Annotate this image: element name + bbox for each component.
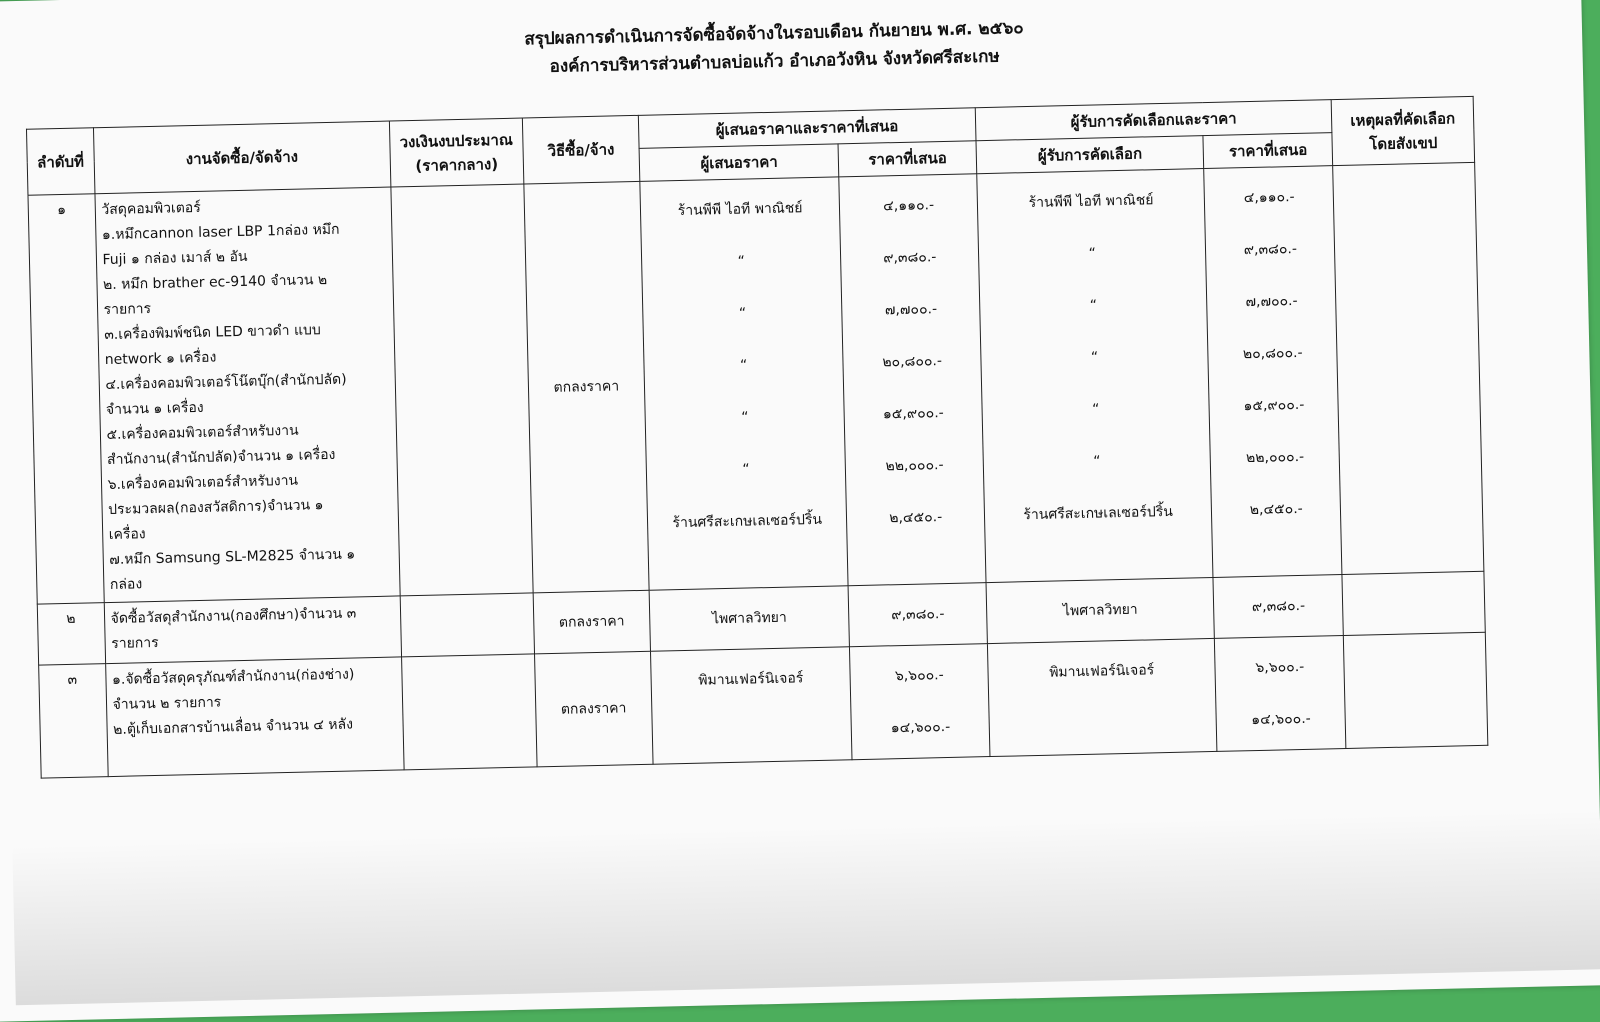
row-number: ๒: [37, 603, 105, 665]
bid-prices-cell: [839, 174, 986, 586]
bidder-name: “: [741, 409, 749, 426]
header-no: ลำดับที่: [26, 128, 94, 195]
item-line: สำนักงาน(สำนักปลัด)จำนวน ๑ เครื่อง: [106, 446, 336, 469]
selected-prices-cell: [1215, 636, 1346, 752]
bidder-name: พิมานเฟอร์นิเจอร์: [698, 670, 804, 689]
selected-name: ร้านพีพี ไอที พาณิชย์: [1028, 192, 1154, 212]
selected-price: ๑๔,๖๐๐.-: [1251, 710, 1311, 729]
bidder-name: ร้านพีพี ไอที พาณิชย์: [677, 200, 803, 220]
item-line: รายการ: [103, 300, 152, 319]
bid-price: ๒๐,๘๐๐.-: [882, 353, 943, 371]
method-cell: ตกลงราคา: [534, 651, 652, 767]
selected-prices-cell: [1204, 166, 1342, 578]
table-body: [28, 162, 1488, 778]
selected-name: “: [1089, 297, 1098, 314]
budget-cell: [400, 593, 534, 657]
method-cell: ตกลงราคา: [524, 181, 649, 593]
item-line: ๒.ตู้เก็บเอกสารบ้านเลื่อน จำนวน ๔ หลัง: [113, 716, 354, 738]
header-reason: เหตุผลที่คัดเลือกโดยสังเขป: [1331, 96, 1474, 165]
selected-price: ๒,๔๕๐.-: [1249, 500, 1303, 519]
selected-cell: [987, 638, 1217, 756]
selected-price: ๒๒,๐๐๐.-: [1245, 448, 1305, 467]
item-description: [95, 187, 400, 603]
item-line: ๑.หมึกcannon laser LBP 1กล่อง หมึก: [101, 221, 340, 244]
bid-price: ๒๒,๐๐๐.-: [885, 457, 944, 475]
selected-price: ๑๕,๙๐๐.-: [1243, 396, 1305, 415]
item-line: Fuji ๑ กล่อง เมาส์ ๒ อัน: [102, 248, 248, 269]
item-line: ๗.หมึก Samsung SL-M2825 จำนวน ๑: [109, 546, 356, 568]
item-line: กล่อง: [109, 576, 143, 593]
header-selected: ผู้รับการคัดเลือก: [976, 136, 1204, 174]
reason-cell: [1344, 632, 1488, 748]
bidders-cell: [650, 647, 852, 765]
document-title: สรุปผลการดำเนินการจัดซื้อจัดจ้างในรอบเดือน กันยายน พ.ศ. ๒๕๖๐: [524, 18, 1024, 50]
selected-price: ๔,๑๑๐.-: [1243, 189, 1295, 207]
bidder-name: [658, 703, 846, 759]
bid-prices-cell: [849, 583, 988, 647]
item-line: ๓.เครื่องพิมพ์ชนิด LED ขาวดำ แบบ: [104, 322, 321, 344]
selected-price: ๙,๓๘๐.-: [1251, 597, 1306, 616]
reason-cell: [1342, 571, 1485, 635]
reason-cell: [1333, 162, 1484, 574]
selected-prices-cell: [1213, 575, 1343, 639]
item-line: เครื่อง: [108, 526, 146, 544]
bid-price: ๒,๔๕๐.-: [889, 509, 943, 527]
item-description: [104, 596, 402, 664]
item-line: รายการ: [111, 634, 159, 652]
item-line: จำนวน ๒ รายการ: [112, 694, 222, 713]
selected-cell: [986, 577, 1215, 643]
selected-name: ไพศาลวิทยา: [1062, 601, 1138, 620]
bidders-cell: [640, 177, 849, 590]
document-subtitle: องค์การบริหารส่วนตำบลบ่อแก้ว อำเภอวังหิน จังหวัดศรีสะเกษ: [549, 46, 1000, 77]
budget-cell: [391, 184, 533, 596]
row-number: ๓: [39, 664, 108, 778]
selected-price: ๖,๖๐๐.-: [1255, 658, 1305, 677]
bid-prices-cell: [850, 644, 990, 760]
selected-name: พิมานเฟอร์นิเจอร์: [1049, 662, 1155, 681]
header-selected-price: ราคาที่เสนอ: [1203, 133, 1333, 169]
header-budget: วงเงินงบประมาณ (ราคากลาง): [389, 118, 524, 187]
bidder-name: ไพศาลวิทยา: [711, 609, 787, 628]
table-row: [28, 162, 1484, 604]
method-cell: ตกลงราคา: [533, 590, 650, 654]
selected-cell: [977, 169, 1214, 583]
bidders-cell: [649, 586, 850, 652]
bid-price: ๙,๓๘๐.-: [883, 249, 937, 267]
selected-name: “: [1093, 453, 1101, 470]
selected-name: “: [1088, 245, 1097, 262]
selected-price: ๒๐,๘๐๐.-: [1242, 344, 1303, 363]
header-bid-price: ราคาที่เสนอ: [839, 141, 977, 177]
row-number: ๑: [28, 194, 104, 604]
item-line: ๖.เครื่องคอมพิวเตอร์สำหรับงาน: [107, 472, 299, 494]
item-line: ประมวลผล(กองสวัสดิการ)จำนวน ๑: [108, 497, 324, 519]
item-line: วัสดุคอมพิวเตอร์: [101, 199, 201, 219]
bidder-name: ร้านศรีสะเกษเลเซอร์ปริ้น: [672, 511, 823, 532]
header-bidders-group: ผู้เสนอราคาและราคาที่เสนอ: [638, 108, 976, 149]
bid-price: ๙,๓๘๐.-: [891, 606, 945, 624]
item-line: จัดซื้อวัสดุสำนักงาน(กองศึกษา)จำนวน ๓: [110, 605, 357, 627]
bidder-name: “: [742, 461, 750, 478]
selected-name: “: [1091, 401, 1100, 418]
selected-name: [995, 695, 1211, 752]
header-bidder: ผู้เสนอราคา: [639, 144, 839, 182]
bid-price: ๑๕,๙๐๐.-: [882, 405, 944, 423]
item-line: ๑.จัดซื้อวัสดุครุภัณฑ์สำนักงาน(ก่องช่าง): [111, 666, 355, 688]
header-selected-group: ผู้รับการคัดเลือกและราคา: [975, 100, 1332, 141]
item-line: ๕.เครื่องคอมพิวเตอร์สำหรับงาน: [106, 422, 299, 444]
item-line: network ๑ เครื่อง: [104, 349, 217, 369]
bid-price: ๗,๗๐๐.-: [884, 301, 938, 319]
bidder-name: “: [737, 253, 746, 270]
budget-cell: [401, 654, 537, 770]
item-line: ๔.เครื่องคอมพิวเตอร์โน๊ตบุ๊ก(สำนักปลัด): [105, 371, 347, 394]
bidder-name: “: [738, 305, 747, 322]
selected-price: ๙,๓๘๐.-: [1243, 240, 1298, 259]
bidder-name: “: [739, 357, 748, 374]
selected-name: ร้านศรีสะเกษเลเซอร์ปริ้น: [1023, 503, 1174, 524]
item-line: จำนวน ๑ เครื่อง: [105, 399, 204, 419]
header-item: งานจัดซื้อ/จัดจ้าง: [93, 121, 391, 194]
selected-price: ๗,๗๐๐.-: [1245, 292, 1298, 311]
bid-price: ๑๔,๖๐๐.-: [890, 718, 951, 737]
procurement-table: [26, 96, 1488, 779]
header-method: วิธีซื้อ/จ้าง: [522, 115, 639, 184]
item-line: ๒. หมึก brather ec-9140 จำนวน ๒: [102, 271, 328, 294]
item-description: [105, 657, 404, 777]
bid-price: ๖,๖๐๐.-: [894, 667, 944, 685]
bid-price: ๔,๑๑๐.-: [883, 197, 935, 215]
selected-name: “: [1090, 349, 1099, 366]
